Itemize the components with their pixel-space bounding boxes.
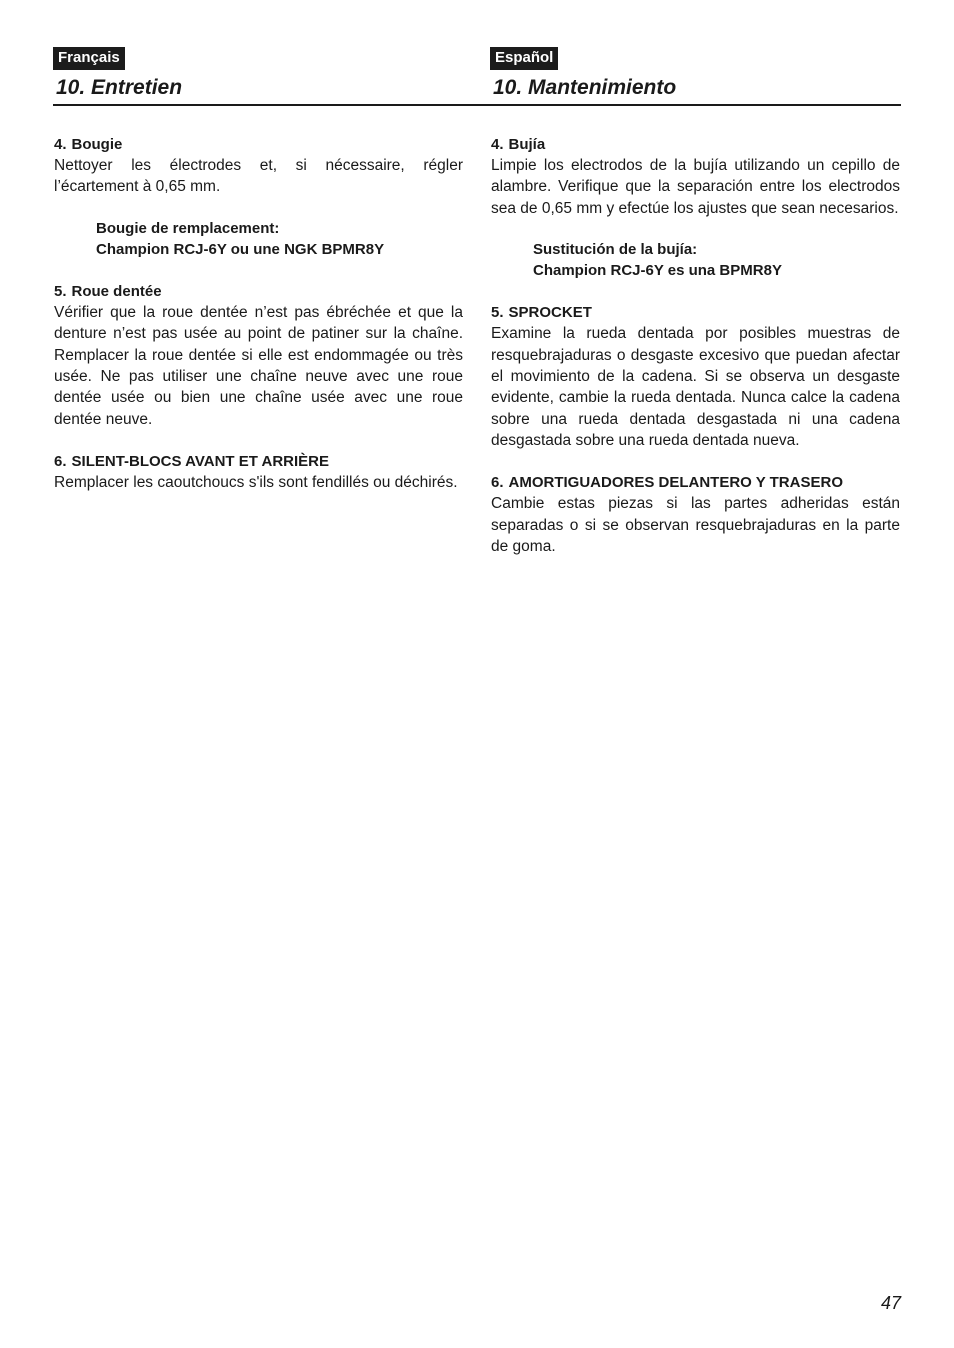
item-text: Limpie los electrodos de la bujía utilizando un cepillo de alambre. Verifique que la separación entre los electrodos sea de 0,65 mm y efectúe los ajustes que sean necesarios. xyxy=(491,157,900,217)
spanish-column-header xyxy=(490,47,899,100)
language-tag-french: Français xyxy=(53,47,125,70)
french-body xyxy=(54,134,463,514)
item-text: Cambie estas piezas si las partes adheridas están separadas o si se observan resquebrajaduras en la parte de goma. xyxy=(491,495,900,555)
item-text: Nettoyer les électrodes et, si nécessaire, régler l’écartement à 0,65 mm. xyxy=(54,157,463,196)
french-item-6 xyxy=(54,451,463,493)
item-heading: 5. Roue dentée xyxy=(54,283,162,301)
spanish-item-4 xyxy=(491,134,900,219)
item-text: Examine la rueda dentada por posibles muestras de resquebrajaduras o desgaste excesivo que puedan afectar el movimiento de la cadena. Si se observa un desgaste evidente, cambie la rueda dentada. Nunca calce la cadena sobre una rueda dentada desgastada ni una cadena desgastada sobre una rueda dentada nueva. xyxy=(491,325,900,449)
section-title-spanish: 10. Mantenimiento xyxy=(493,76,677,99)
section-title-french: 10. Entretien xyxy=(56,76,183,99)
french-item-5 xyxy=(54,281,463,430)
item-heading: 6. SILENT-BLOCS AVANT ET ARRIÈRE xyxy=(54,452,330,470)
item-heading: 5. SPROCKET xyxy=(491,304,592,322)
french-item-4 xyxy=(54,134,463,198)
french-spark-plug-spec: Bougie de remplacement: Champion RCJ-6Y ou une NGK BPMR8Y xyxy=(96,219,385,258)
language-tag-spanish: Español xyxy=(490,47,558,70)
french-column-header xyxy=(53,47,462,100)
spanish-spark-plug-spec: Sustitución de la bujía: Champion RCJ-6Y es una BPMR8Y xyxy=(533,240,782,280)
spanish-body xyxy=(491,134,900,578)
header-divider xyxy=(53,104,901,106)
spanish-item-5 xyxy=(491,302,900,451)
item-text: Remplacer les caoutchoucs s'ils sont fendillés ou déchirés. xyxy=(54,473,458,491)
item-text: Vérifier que la roue dentée n’est pas ébréchée et que la denture n’est pas usée au point de patiner sur la chaîne. Remplacer la roue dentée si elle est endommagée ou très usée. Ne pas utiliser une chaîne neuve avec une roue dentée usée ou bien une chaîne usée avec une roue dentée neuve. xyxy=(54,304,463,428)
item-heading: 6. AMORTIGUADORES DELANTERO Y TRASERO xyxy=(491,474,843,492)
item-heading: 4. Bujía xyxy=(491,136,546,153)
spanish-item-6 xyxy=(491,472,900,557)
page-number: 47 xyxy=(880,1293,901,1313)
item-heading: 4. Bougie xyxy=(54,136,123,153)
